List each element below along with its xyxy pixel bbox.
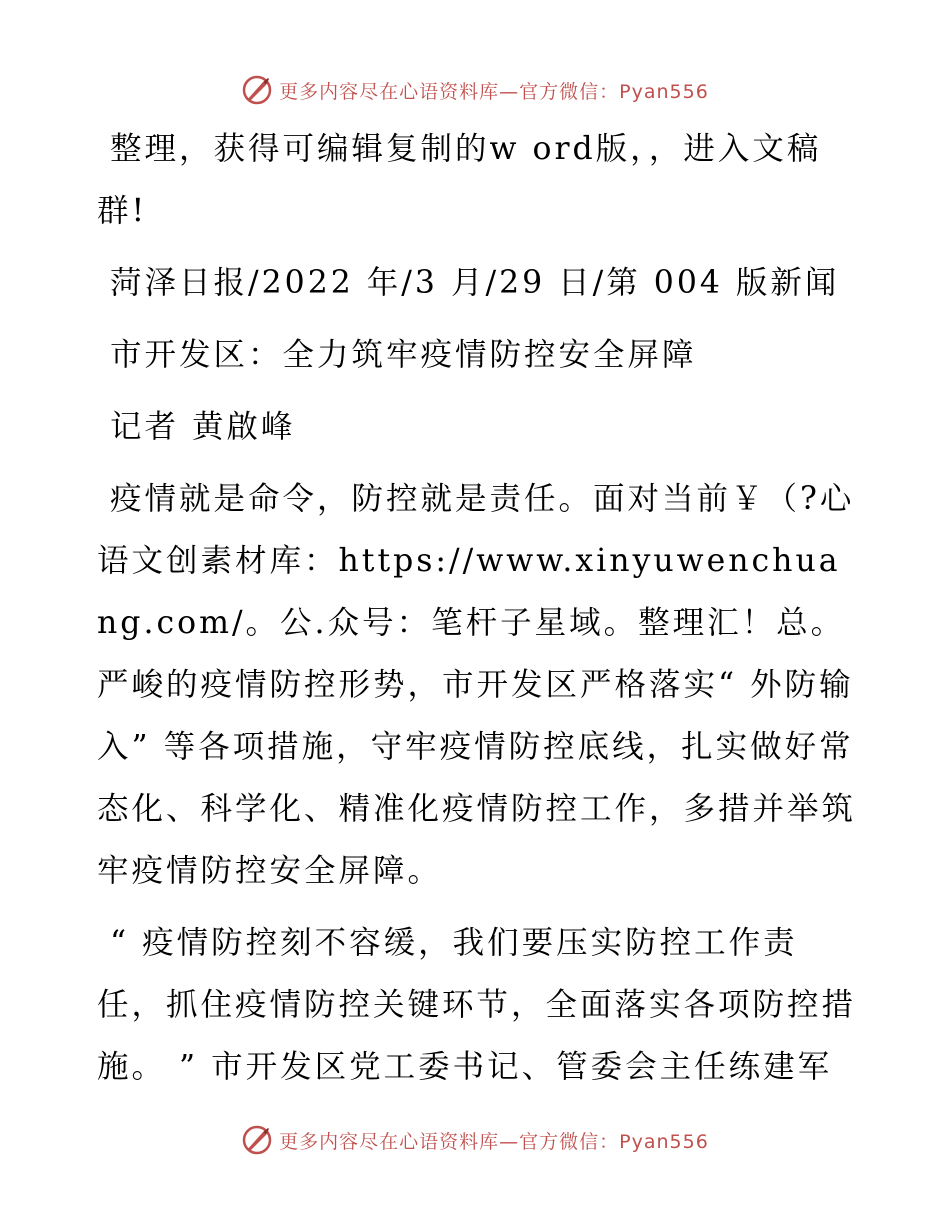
source-line: 菏泽日报/2022 年/3 月/29 日/第 004 版新闻 (110, 265, 840, 301)
byline: 记者 黄啟峰 (110, 409, 296, 445)
footer-banner (0, 1120, 950, 1160)
quill-pen-logo-icon (241, 74, 273, 106)
article-headline: 市开发区：全力筑牢疫情防控安全屏障 (110, 337, 697, 373)
document-body (97, 118, 857, 1098)
paragraph-2: “ 疫情防控刻不容缓，我们要压实防控工作责任，抓住疫情防控关键环节，全面落实各项防控措施。 ” 市开发区党工委书记、管委会主任练建军 (97, 925, 857, 1085)
footer-banner-text: 更多内容尽在心语资料库—官方微信：Pyan556 (279, 1130, 709, 1153)
paragraph-1: 疫情就是命令，防控就是责任。面对当前￥（?心语文创素材库：https://www.xinyuwenchuang.com/。公.众号：笔杆子星域。整理汇！总。严峻的疫情防控形势，市开发区严格落实“ 外防输入” 等各项措施，守牢疫情防控底线，扎实做好常态化、科学化、精准化疫情防控工作，多措并举筑牢疫情防控安全屏障。 (97, 481, 857, 889)
intro-text: 整理，获得可编辑复制的w ord版，，进入文稿群! (97, 131, 822, 229)
header-banner (0, 70, 950, 110)
header-banner-text: 更多内容尽在心语资料库—官方微信：Pyan556 (279, 80, 709, 103)
quill-pen-logo-icon (241, 1124, 273, 1156)
